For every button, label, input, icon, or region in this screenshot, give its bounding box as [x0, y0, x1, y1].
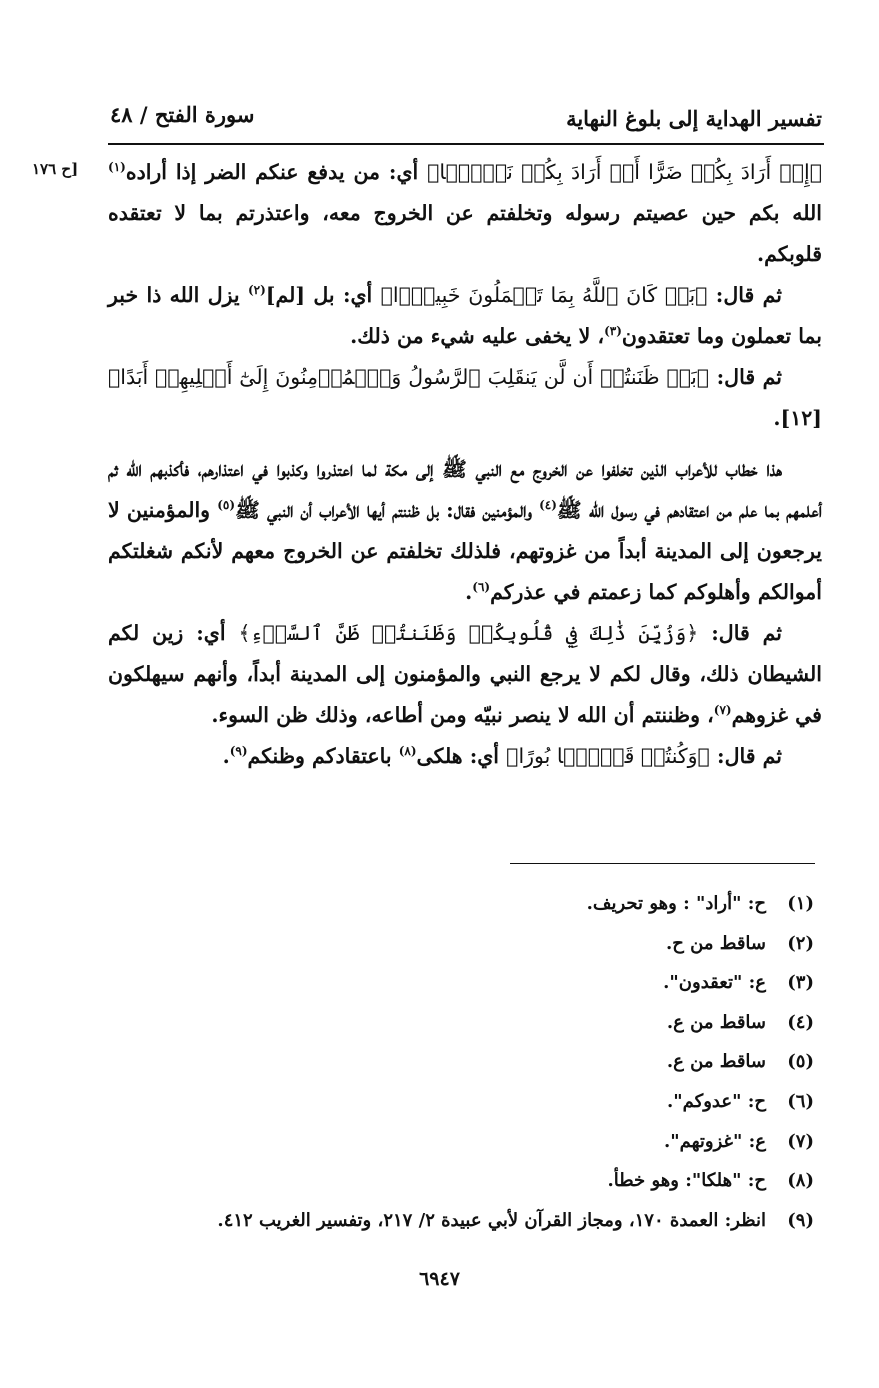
- main-text: [108, 152, 822, 777]
- quran-verse: ﴿وَكُنتُمۡ قَوۡمَۢا بُورًا﴾: [506, 744, 710, 768]
- footnote-item: [150, 924, 814, 964]
- footnote-text: ح: "عدوكم".: [667, 1090, 766, 1112]
- footnote-number: (٦): [787, 1090, 814, 1112]
- paragraph-4: [108, 449, 822, 613]
- footnote-ref[interactable]: (٨): [398, 744, 417, 759]
- footnote-text: ساقط من ع.: [666, 1051, 766, 1073]
- text-run: والمؤمنين لا يرجعون إلى المدينة أبداً من غزوتهم، فلذلك تخلفتم عن الخروج معهم لأنكم شغلتكم أموالكم وأهلوكم كما زعمتم في عذركم: [108, 498, 822, 604]
- text-run: ثم قال:: [698, 621, 783, 645]
- text-run: ، وظننتم أن الله لا ينصر نبيّه ومن أطاعه، وذلك ظن السوء.: [211, 703, 714, 727]
- footnotes-list: [150, 884, 814, 1240]
- footnote-ref[interactable]: (٤): [539, 498, 557, 513]
- footnote-ref[interactable]: (٢): [247, 283, 266, 298]
- footnote-number: (٣): [787, 972, 814, 994]
- running-header: [110, 100, 822, 140]
- quran-verse: ﴿بَلۡ ظَنَنتُمۡ أَن لَّن يَنقَلِبَ ٱلرَّسُولُ وَٱلۡمُؤۡمِنُونَ إِلَىٰٓ أَهۡلِيهِمۡ أَبَدًا﴾: [108, 365, 710, 389]
- text-run: أي: من يدفع عنكم الضر إذا أراده: [125, 160, 428, 184]
- text-run: ثم قال:: [707, 283, 782, 307]
- footnote-number: (٤): [787, 1011, 814, 1033]
- text-run: الله بكم حين عصيتم رسوله وتخلفتم عن الخروج معه، واعتذرتم بما لا تعتقده قلوبكم.: [108, 201, 822, 266]
- book-title: تفسير الهداية إلى بلوغ النهاية: [566, 106, 822, 131]
- footnote-item: [150, 1122, 814, 1162]
- footnote-ref[interactable]: (٣): [604, 324, 622, 339]
- paragraph-3: [108, 357, 822, 439]
- footnote-number: (٨): [787, 1170, 814, 1192]
- text-run: [١٢].: [773, 406, 822, 430]
- surah-page-label: سورة الفتح / ٤٨: [110, 102, 255, 127]
- footnote-separator: [510, 863, 815, 864]
- text-run: يزل الله ذا خبر بما تعملون وما تعتقدون: [108, 283, 822, 348]
- footnote-item: [150, 1003, 814, 1043]
- footnote-item: [150, 963, 814, 1003]
- footnote-text: انظر: العمدة ١٧٠، ومجاز القرآن لأبي عبيدة ٢/ ٢١٧، وتفسير الغريب ٤١٢.: [217, 1209, 766, 1231]
- footnote-ref[interactable]: (٧): [713, 703, 732, 718]
- text-run: هذا خطاب للأعراب الذين تخلفوا عن الخروج مع النبي ﷺ إلى مكة لما اعتذروا وكذبوا في اعتذارهم، فأكذبهم الله ثم أعلمهم بما علم من اعتقادهم في رسول الله ﷺ: [108, 457, 822, 522]
- footnote-text: ع: "تعقدون".: [663, 972, 766, 994]
- footnote-text: ح: "هلكا": وهو خطأ.: [607, 1170, 766, 1192]
- manuscript-folio-note: [ح ١٧٦: [32, 160, 79, 178]
- page-number: ٦٩٤٧: [419, 1268, 460, 1290]
- text-run: أي: هلكى: [416, 744, 507, 768]
- footnote-number: (١): [787, 893, 814, 914]
- text-run: ، لا يخفى عليه شيء من ذلك.: [350, 324, 605, 348]
- paragraph-1: [108, 152, 822, 275]
- footnote-number: (٩): [787, 1209, 814, 1231]
- footnote-text: ع: "غزوتهم".: [664, 1130, 766, 1152]
- text-run: أي: بل [لم]: [265, 283, 381, 307]
- text-run: .: [465, 580, 473, 604]
- paragraph-5: [108, 613, 822, 736]
- footnote-item: [150, 1161, 814, 1201]
- text-run: ثم قال:: [709, 365, 782, 389]
- quran-verse: ﴿إِنۡ أَرَادَ بِكُمۡ ضَرًّا أَوۡ أَرَادَ بِكُمۡ نَفۡعَۢا﴾: [427, 160, 822, 184]
- header-rule: [108, 143, 824, 145]
- quran-verse: ﴿وَزُيِّنَ ذَٰلِكَ فِي قُلُوبِكُمۡ وَظَنَنتُمۡ ظَنَّ ٱلسَّوۡءِ﴾: [238, 621, 699, 645]
- footnote-number: (٧): [787, 1130, 814, 1152]
- text-run: ثم قال:: [709, 744, 782, 768]
- text-run: والمؤمنين فقال: بل ظننتم أيها الأعراب أن النبي ﷺ: [235, 498, 540, 522]
- footnote-item: [150, 1201, 814, 1241]
- text-run: .: [222, 744, 230, 768]
- footnote-ref[interactable]: (٦): [472, 580, 491, 595]
- footnote-ref[interactable]: (٩): [229, 744, 248, 759]
- paragraph-2: [108, 275, 822, 357]
- footnote-item: [150, 1082, 814, 1122]
- text-run: باعتقادكم وظنكم: [247, 744, 399, 768]
- text-run: أي: زين لكم الشيطان ذلك، وقال لكم لا يرجع النبي والمؤمنون إلى المدينة أبداً، وأنهم سيهلكون في غزوهم: [108, 621, 822, 727]
- footnote-item: [150, 1042, 814, 1082]
- footnote-ref[interactable]: (٥): [217, 498, 236, 513]
- footnote-text: ساقط من ح.: [665, 932, 766, 954]
- paragraph-6: [108, 736, 822, 777]
- footnote-item: [150, 884, 814, 924]
- footnote-text: ساقط من ع.: [666, 1011, 766, 1033]
- footnote-number: (٥): [787, 1051, 814, 1073]
- footnote-text: ح: "أراد" : وهو تحريف.: [586, 893, 766, 914]
- footnote-ref[interactable]: (١): [108, 160, 126, 175]
- quran-verse: ﴿بَلۡ كَانَ ٱللَّهُ بِمَا تَعۡمَلُونَ خَبِيرًۢا﴾: [380, 283, 708, 307]
- footnote-number: (٢): [787, 932, 814, 954]
